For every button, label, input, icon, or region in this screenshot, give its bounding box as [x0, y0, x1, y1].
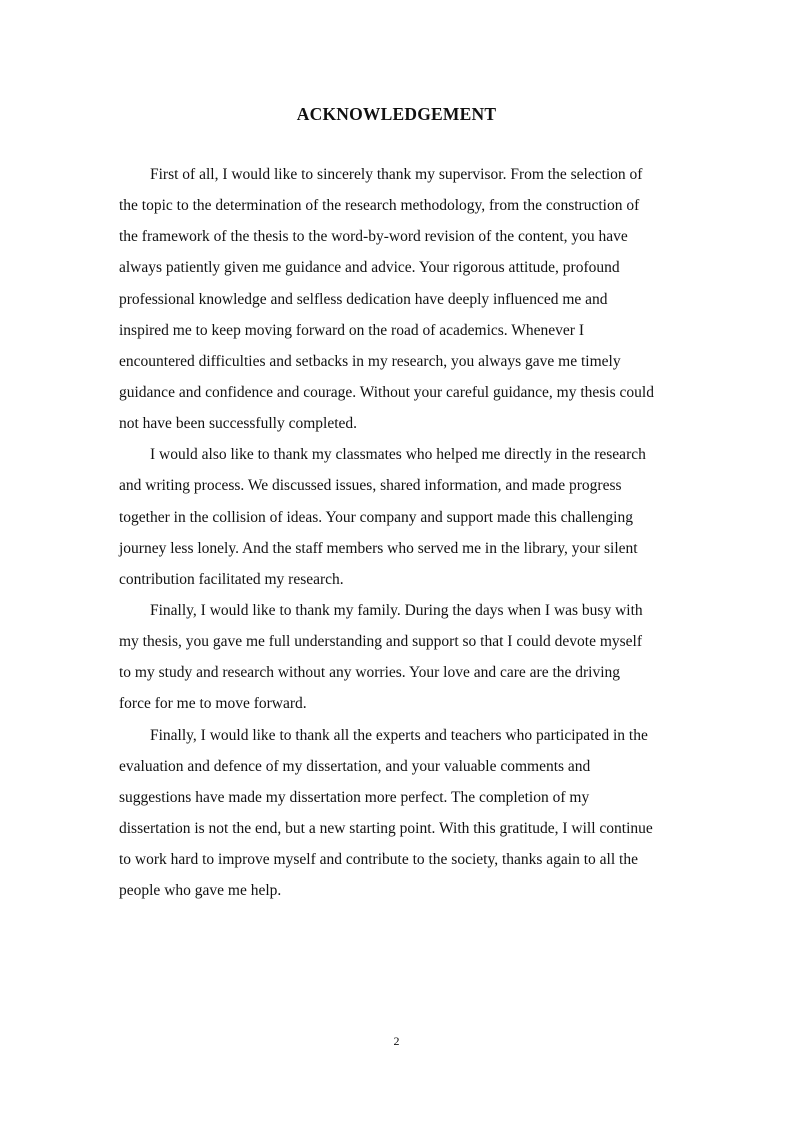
paragraph-4-line: suggestions have made my dissertation more perfect. The completion of my [119, 788, 590, 806]
paragraph-1-line: First of all, I would like to sincerely thank my supervisor. From the selection of [150, 166, 643, 183]
paragraph-1-line: encountered difficulties and setbacks in my research, you always gave me timely [119, 352, 621, 370]
paragraph-3-line: force for me to move forward. [119, 695, 307, 713]
paragraph-1-line: professional knowledge and selfless dedication have deeply influenced me and [119, 290, 608, 308]
paragraph-2-line: together in the collision of ideas. Your company and support made this challenging [119, 508, 633, 526]
paragraph-4-line: evaluation and defence of my dissertation, and your valuable comments and [119, 757, 591, 775]
paragraph-1-line: the topic to the determination of the research methodology, from the construction of [119, 197, 640, 215]
paragraph-4-line: to work hard to improve myself and contribute to the society, thanks again to all the [119, 851, 638, 869]
paragraph-2-line: I would also like to thank my classmates who helped me directly in the research [150, 446, 646, 464]
paragraph-1-line: not have been successfully completed. [119, 415, 358, 433]
paragraph-1-line: guidance and confidence and courage. Without your careful guidance, my thesis could [119, 383, 654, 401]
paragraph-3-line: Finally, I would like to thank my family. During the days when I was busy with [150, 601, 643, 619]
paragraph-2-line: and writing process. We discussed issues, shared information, and made progress [119, 477, 622, 495]
acknowledgement-body [119, 159, 675, 906]
paragraph-4-line: Finally, I would like to thank all the experts and teachers who participated in the [150, 726, 648, 744]
page-title: ACKNOWLEDGEMENT [296, 104, 497, 124]
paragraph-2-line: contribution facilitated my research. [119, 570, 344, 588]
paragraph-3-line: my thesis, you gave me full understanding and support so that I could devote myself [119, 633, 643, 651]
paragraph-3-line: to my study and research without any worries. Your love and care are the driving [119, 664, 621, 682]
paragraph-4-line: dissertation is not the end, but a new starting point. With this gratitude, I will continue [119, 819, 653, 837]
page-number: 2 [393, 1034, 400, 1048]
paragraph-2-line: journey less lonely. And the staff members who served me in the library, your silent [119, 539, 638, 557]
paragraph-1-line: the framework of the thesis to the word-by-word revision of the content, you have [119, 228, 628, 246]
paragraph-1-line: inspired me to keep moving forward on the road of academics. Whenever I [119, 321, 584, 339]
paragraph-1-line: always patiently given me guidance and advice. Your rigorous attitude, profound [119, 259, 620, 277]
paragraph-4-line: people who gave me help. [119, 882, 282, 900]
